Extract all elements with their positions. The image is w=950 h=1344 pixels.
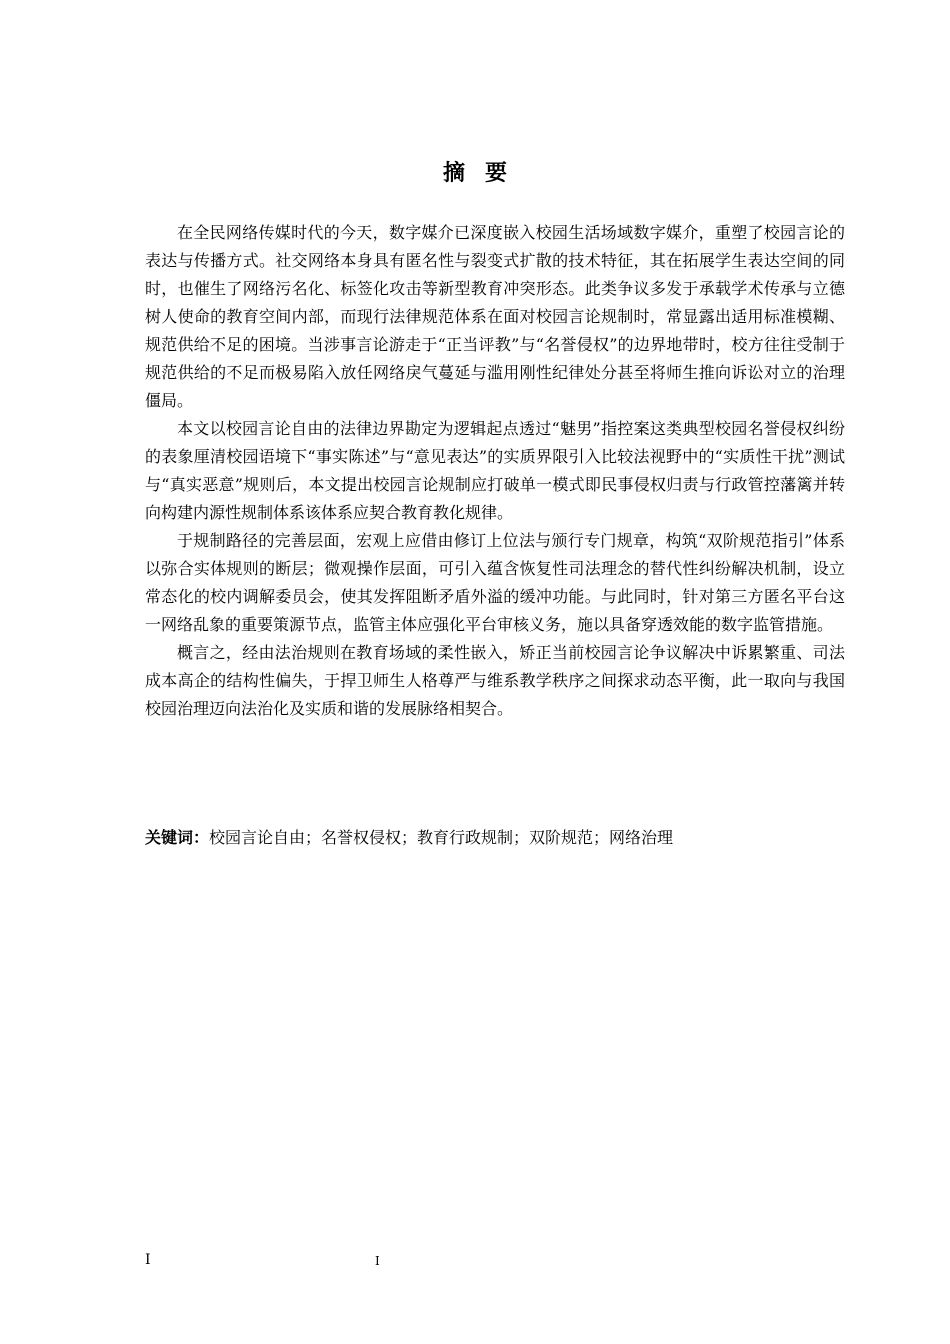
footer-mark: I bbox=[375, 1254, 380, 1268]
abstract-body bbox=[145, 219, 845, 723]
abstract-paragraph: 本文以校园言论自由的法律边界勘定为逻辑起点透过“魅男”指控案这类典型校园名誉侵权纠纷的表象厘清校园语境下“事实陈述”与“意见表达”的实质界限引入比较法视野中的“实质性干扰”测试与“真实恶意”规则后，本文提出校园言论规制应打破单一模式即民事侵权归责与行政管控藩篱并转向构建内源性规制体系该体系应契合教育教化规律。 bbox=[145, 419, 845, 522]
keywords-label: 关键词： bbox=[145, 828, 210, 847]
page-number: I bbox=[145, 1252, 151, 1268]
keywords-line bbox=[145, 824, 845, 852]
abstract-paragraph: 在全民网络传媒时代的今天，数字媒介已深度嵌入校园生活场域数字媒介，重塑了校园言论的表达与传播方式。社交网络本身具有匿名性与裂变式扩散的技术特征，其在拓展学生表达空间的同时，也催生了网络污名化、标签化攻击等新型教育冲突形态。此类争议多发于承载学术传承与立德树人使命的教育空间内部，而现行法律规范体系在面对校园言论规制时，常显露出适用标准模糊、规范供给不足的困境。当涉事言论游走于“正当评教”与“名誉侵权”的边界地带时，校方往往受制于规范供给的不足而极易陷入放任网络戾气蔓延与滥用刚性纪律处分甚至将师生推向诉讼对立的治理僵局。 bbox=[145, 223, 845, 410]
abstract-title: 摘要 bbox=[442, 161, 527, 186]
abstract-paragraph: 于规制路径的完善层面，宏观上应借由修订上位法与颁行专门规章，构筑“双阶规范指引”体系以弥合实体规则的断层；微观操作层面，可引入蕴含恢复性司法理念的替代性纠纷解决机制，设立常态化的校内调解委员会，使其发挥阻断矛盾外溢的缓冲功能。与此同时，针对第三方匿名平台这一网络乱象的重要策源节点，监管主体应强化平台审核义务，施以具备穿透效能的数字监管措施。 bbox=[145, 531, 845, 634]
abstract-paragraph: 概言之，经由法治规则在教育场域的柔性嵌入，矫正当前校园言论争议解决中诉累繁重、司法成本高企的结构性偏失，于捍卫师生人格尊严与维系教学秩序之间探求动态平衡，此一取向与我国校园治理迈向法治化及实质和谐的发展脉络相契合。 bbox=[145, 643, 845, 718]
keywords-text: 校园言论自由；名誉权侵权；教育行政规制；双阶规范；网络治理 bbox=[209, 828, 674, 847]
